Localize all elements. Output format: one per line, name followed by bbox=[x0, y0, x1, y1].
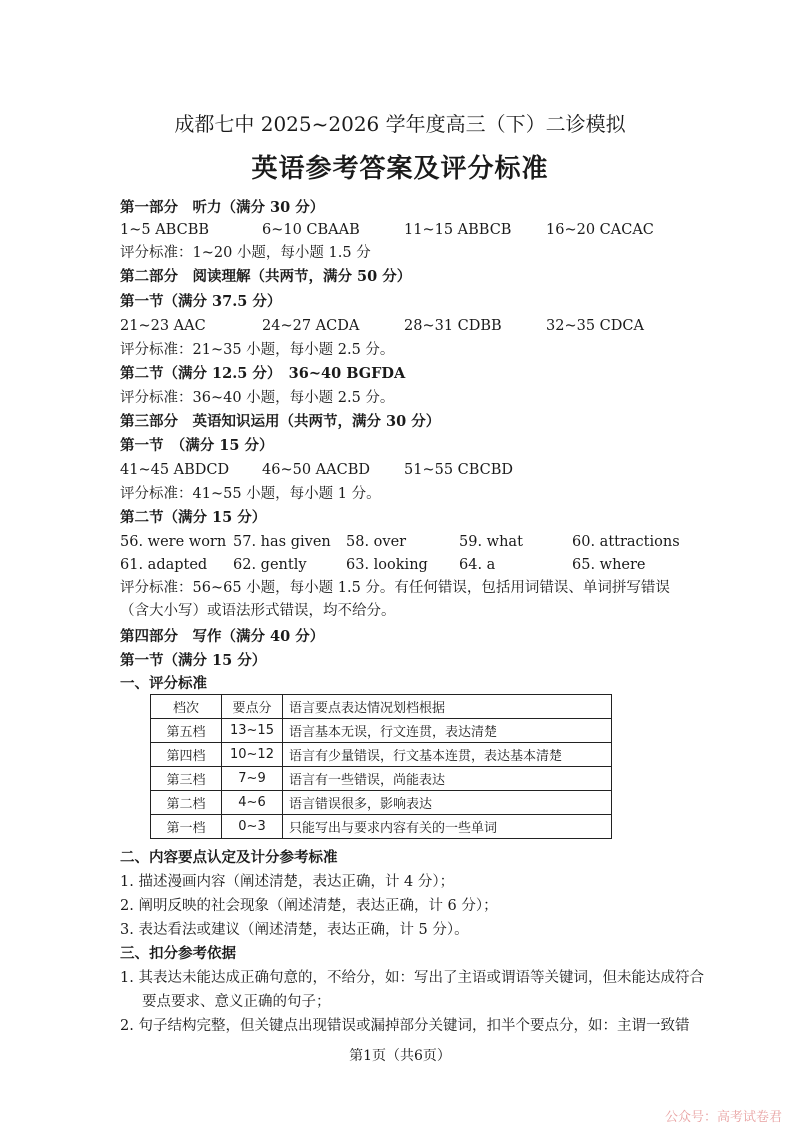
scoring-standard-heading: 一、评分标准 bbox=[120, 675, 207, 692]
answer-item: 62. gently bbox=[233, 557, 307, 573]
part2-heading: 第二部分 阅读理解（共两节，满分 50 分） bbox=[120, 268, 412, 285]
answer-item: 64. a bbox=[459, 557, 496, 573]
answer-group: 51~55 CBCBD bbox=[404, 462, 514, 478]
content-point: 1. 描述漫画内容（阐述清楚，表达正确，计 4 分）； bbox=[120, 874, 455, 890]
table-cell: 语言错误很多，影响表达 bbox=[283, 791, 612, 815]
deduction-rule-continued: 要点要求、意义正确的句子； bbox=[142, 994, 331, 1010]
answer-group: 28~31 CDBB bbox=[404, 318, 502, 334]
table-cell: 0~3 bbox=[222, 815, 283, 839]
part2-section1-criteria: 评分标准：21~35 小题，每小题 2.5 分。 bbox=[120, 342, 395, 358]
table-row bbox=[151, 767, 612, 791]
part3-heading: 第三部分 英语知识运用（共两节，满分 30 分） bbox=[120, 413, 441, 430]
table-cell: 第一档 bbox=[151, 815, 222, 839]
part3-section2-heading: 第二节（满分 15 分） bbox=[120, 509, 267, 526]
deduction-rule: 1. 其表达未能达成正确句意的，不给分，如：写出了主语或谓语等关键词，但未能达成符合 bbox=[120, 970, 704, 986]
document-subtitle: 英语参考答案及评分标准 bbox=[251, 154, 549, 184]
answer-group: 46~50 AACBD bbox=[262, 462, 370, 478]
answer-item: 60. attractions bbox=[572, 534, 680, 550]
watermark: 公众号：高考试卷君 bbox=[664, 1110, 782, 1125]
table-header: 档次 bbox=[151, 695, 222, 719]
answer-group: 11~15 ABBCB bbox=[404, 222, 512, 238]
part3-section2-criteria: 评分标准：56~65 小题，每小题 1.5 分。有任何错误，包括用词错误、单词拼写错误（含大小写）或语法形式错误，均不给分。 bbox=[120, 580, 670, 619]
part3-section1-criteria: 评分标准：41~55 小题，每小题 1 分。 bbox=[120, 486, 381, 502]
part2-section2-heading: 第二节（满分 12.5 分） 36~40 BGFDA bbox=[120, 365, 406, 382]
table-cell: 4~6 bbox=[222, 791, 283, 815]
answer-item: 63. looking bbox=[346, 557, 428, 573]
part2-section1-heading: 第一节（满分 37.5 分） bbox=[120, 293, 282, 310]
answer-item: 65. where bbox=[572, 557, 646, 573]
table-cell: 第四档 bbox=[151, 743, 222, 767]
deduction-heading: 三、扣分参考依据 bbox=[120, 945, 236, 962]
part4-heading: 第四部分 写作（满分 40 分） bbox=[120, 628, 325, 645]
part3-section1-heading: 第一节 （满分 15 分） bbox=[120, 437, 274, 454]
part1-heading: 第一部分 听力（满分 30 分） bbox=[120, 199, 325, 216]
answer-item: 58. over bbox=[346, 534, 407, 550]
answer-group: 41~45 ABDCD bbox=[120, 462, 230, 478]
page-number: 第1页（共6页） bbox=[349, 1048, 451, 1064]
table-row bbox=[151, 743, 612, 767]
table-cell: 第三档 bbox=[151, 767, 222, 791]
table-cell: 只能写出与要求内容有关的一些单词 bbox=[283, 815, 612, 839]
part1-criteria: 评分标准：1~20 小题，每小题 1.5 分 bbox=[120, 245, 371, 261]
answer-item: 59. what bbox=[459, 534, 523, 550]
part4-section1-heading: 第一节（满分 15 分） bbox=[120, 652, 267, 669]
answer-group: 24~27 ACDA bbox=[262, 318, 360, 334]
exam-title: 成都七中 2025~2026 学年度高三（下）二诊模拟 bbox=[174, 112, 626, 136]
answer-group: 6~10 CBAAB bbox=[262, 222, 360, 238]
table-header-row bbox=[151, 695, 612, 719]
table-cell: 语言有少量错误，行文基本连贯，表达基本清楚 bbox=[283, 743, 612, 767]
answer-item: 57. has given bbox=[233, 534, 331, 550]
deduction-rule: 2. 句子结构完整，但关键点出现错误或漏掉部分关键词，扣半个要点分，如：主谓一致错 bbox=[120, 1018, 690, 1034]
answer-group: 1~5 ABCBB bbox=[120, 222, 210, 238]
table-cell: 语言有一些错误，尚能表达 bbox=[283, 767, 612, 791]
answer-group: 16~20 CACAC bbox=[546, 222, 654, 238]
answer-item: 56. were worn bbox=[120, 534, 227, 550]
content-point: 3. 表达看法或建议（阐述清楚，表达正确，计 5 分）。 bbox=[120, 922, 469, 938]
answer-group: 32~35 CDCA bbox=[546, 318, 644, 334]
table-cell: 7~9 bbox=[222, 767, 283, 791]
table-cell: 13~15 bbox=[222, 719, 283, 743]
content-points-heading: 二、内容要点认定及计分参考标准 bbox=[120, 849, 338, 866]
table-row bbox=[151, 815, 612, 839]
table-cell: 第五档 bbox=[151, 719, 222, 743]
part2-section2-criteria: 评分标准：36~40 小题，每小题 2.5 分。 bbox=[120, 390, 395, 406]
table-cell: 第二档 bbox=[151, 791, 222, 815]
table-cell: 语言基本无误，行文连贯，表达清楚 bbox=[283, 719, 612, 743]
table-header: 要点分 bbox=[222, 695, 283, 719]
table-header: 语言要点表达情况划档根据 bbox=[283, 695, 612, 719]
answer-item: 61. adapted bbox=[120, 557, 208, 573]
grading-table bbox=[150, 694, 612, 839]
table-cell: 10~12 bbox=[222, 743, 283, 767]
table-row bbox=[151, 791, 612, 815]
answer-group: 21~23 AAC bbox=[120, 318, 206, 334]
table-row bbox=[151, 719, 612, 743]
content-point: 2. 阐明反映的社会现象（阐述清楚，表达正确，计 6 分）； bbox=[120, 898, 498, 914]
